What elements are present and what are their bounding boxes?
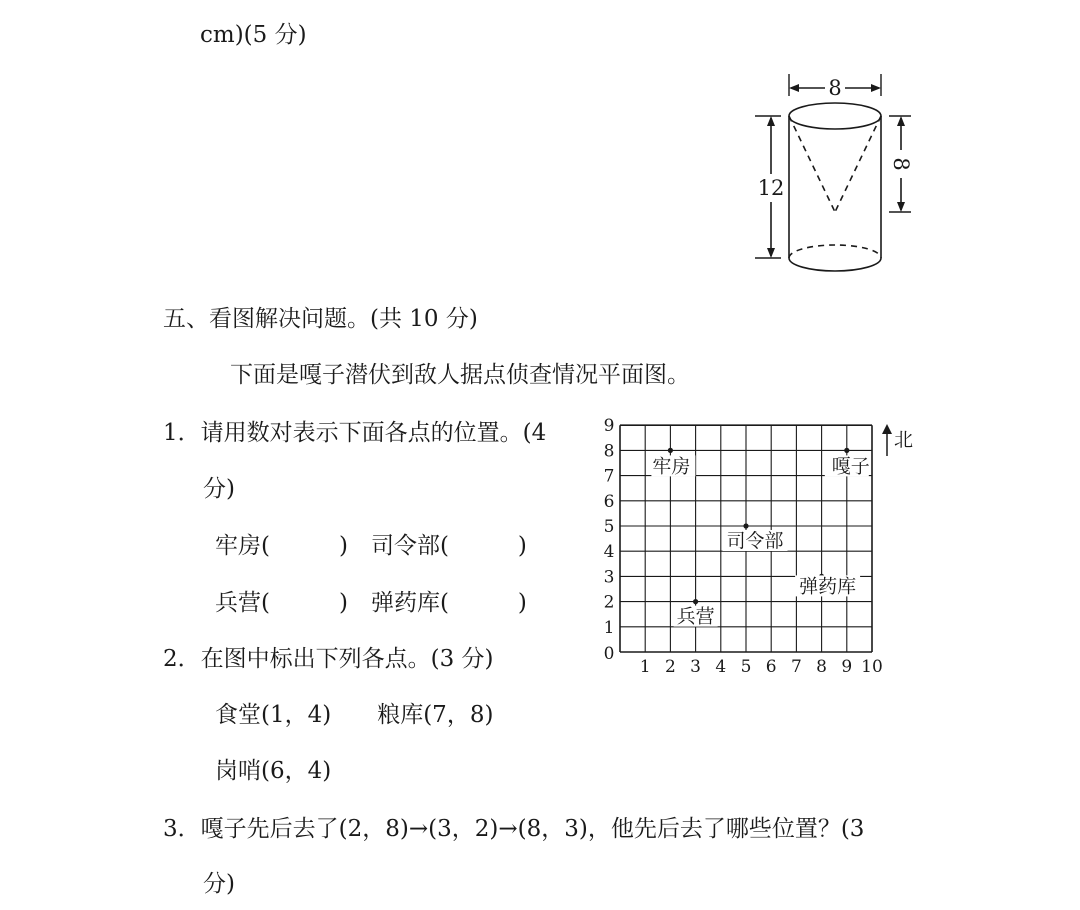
question-2-row-1: 食堂(1，4) 粮库(7，8)	[215, 702, 494, 728]
cylinder-bottom-back-arc	[789, 245, 881, 258]
origin-tick-label: 0	[603, 644, 615, 664]
section-intro: 下面是嘎子潜伏到敌人据点侦查情况平面图。	[230, 362, 690, 388]
map-point-label: 牢房	[652, 455, 691, 478]
question-3-line-1: 3．嘎子先后去了(2，8)→(3，2)→(8，3)，他先后去了哪些位置？(3	[163, 816, 865, 842]
x-tick-label: 8	[816, 657, 828, 677]
x-tick-label: 6	[765, 657, 777, 677]
height-label: 12	[757, 176, 785, 200]
section-title: 五、看图解决问题。(共 10 分)	[163, 306, 478, 332]
coordinate-grid-map	[595, 416, 925, 680]
cylinder-top-ellipse	[789, 103, 881, 129]
question-1-line-2: 分)	[203, 476, 235, 502]
question-2-row-2: 岗哨(6，4)	[215, 758, 332, 784]
question-3-line-2: 分)	[203, 871, 235, 897]
map-point-label: 嘎子	[831, 455, 870, 478]
cone-height-label: 8	[889, 157, 913, 171]
y-tick-label: 4	[603, 542, 615, 563]
cone-left-edge	[789, 116, 835, 212]
question-1-answer-row-1: 牢房( ) 司令部( )	[215, 533, 527, 559]
y-tick-label: 2	[603, 592, 615, 613]
y-tick-label: 6	[603, 491, 615, 512]
x-tick-label: 1	[639, 657, 651, 677]
cylinder-bottom-front-arc	[789, 258, 881, 271]
x-tick-label: 3	[690, 657, 702, 677]
cylinder-cone-figure	[745, 70, 925, 285]
question-2-line-1: 2．在图中标出下列各点。(3 分)	[163, 646, 494, 672]
y-tick-label: 9	[603, 416, 615, 437]
cone-right-edge	[835, 116, 881, 212]
y-tick-label: 8	[603, 441, 615, 462]
north-arrow-head	[882, 424, 892, 434]
map-point-marker	[668, 448, 673, 453]
map-point-marker	[844, 448, 849, 453]
x-tick-label: 4	[715, 657, 727, 677]
north-label: 北	[894, 429, 914, 451]
map-point-label: 兵营	[676, 605, 715, 628]
y-tick-label: 1	[603, 617, 615, 638]
y-tick-label: 5	[603, 517, 615, 537]
prev-question-tail: cm)(5 分)	[200, 22, 307, 48]
x-tick-label: 10	[861, 657, 883, 677]
map-point-label: 司令部	[726, 530, 784, 552]
diameter-label: 8	[828, 76, 842, 100]
x-tick-label: 5	[740, 657, 752, 677]
map-point-marker	[693, 599, 698, 604]
question-1-line-1: 1．请用数对表示下面各点的位置。(4	[163, 420, 547, 446]
x-tick-label: 9	[841, 657, 853, 677]
x-tick-label: 7	[790, 657, 802, 677]
y-tick-label: 7	[603, 466, 615, 487]
map-point-marker	[743, 523, 748, 528]
map-point-label: 弹药库	[799, 575, 857, 598]
question-1-answer-row-2: 兵营( ) 弹药库( )	[215, 590, 527, 616]
x-tick-label: 2	[664, 657, 676, 677]
y-tick-label: 3	[603, 567, 615, 588]
